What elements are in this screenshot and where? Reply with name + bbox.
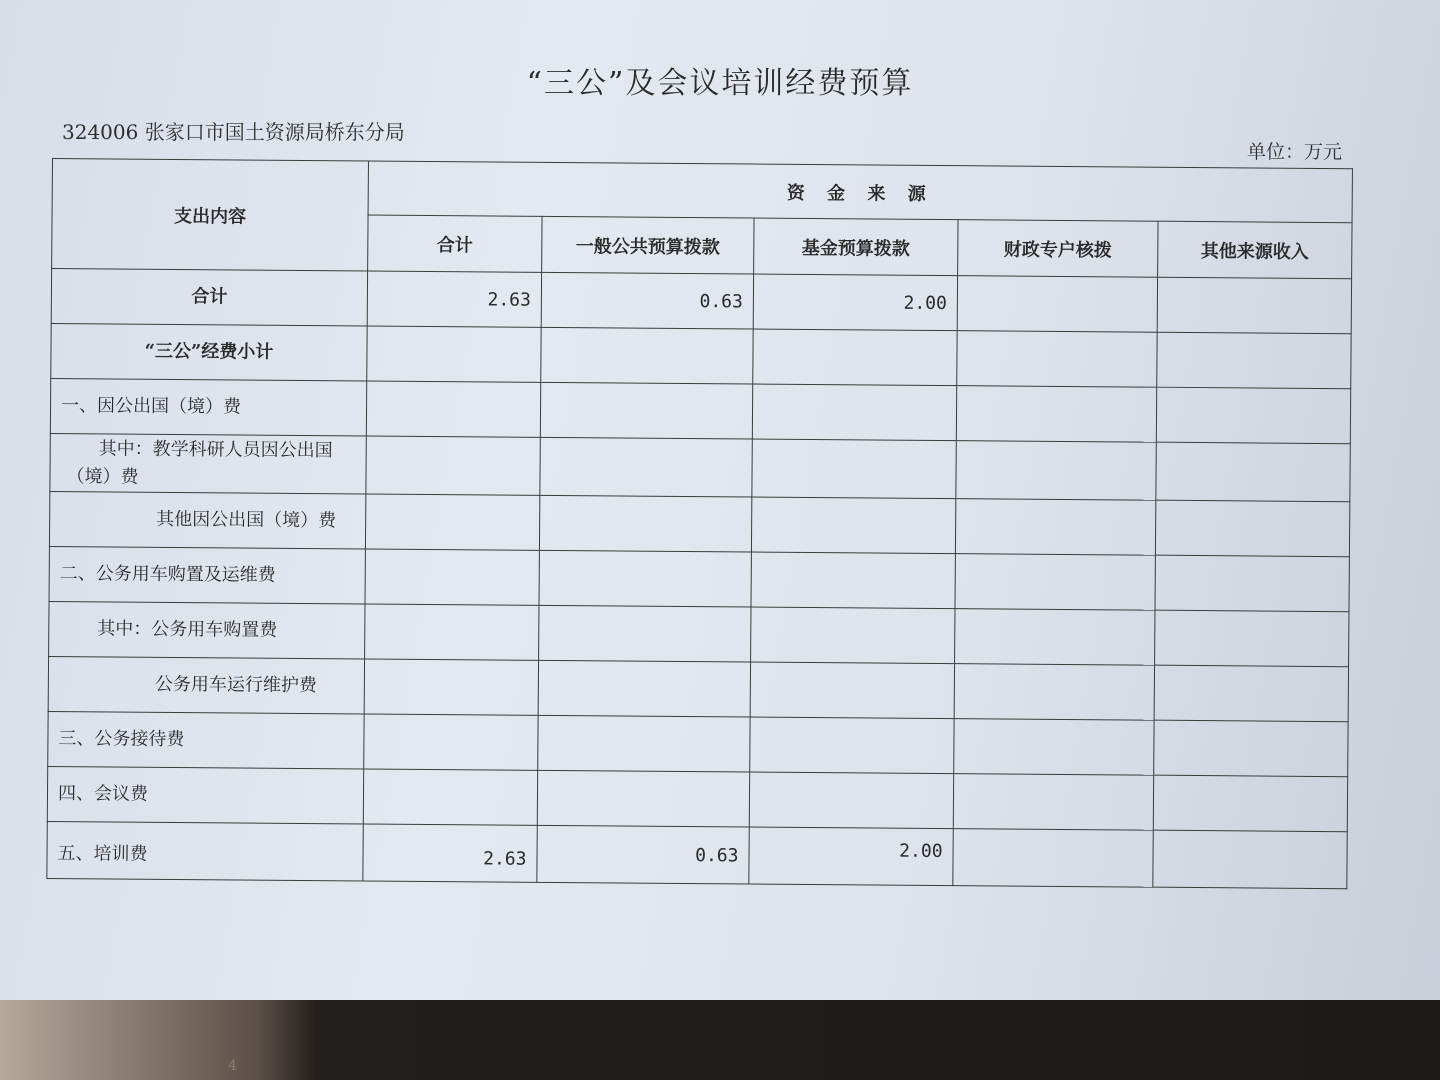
table-row <box>49 601 1349 666</box>
cell-value <box>540 437 752 497</box>
cell-value: 0.63 <box>537 825 749 884</box>
cell-value <box>365 494 539 550</box>
table-row <box>48 711 1348 776</box>
row-label: “三公”经费小计 <box>51 323 367 380</box>
table-row <box>51 323 1351 388</box>
cell-value <box>751 607 955 664</box>
cell-value <box>364 714 538 770</box>
cell-value <box>751 497 955 554</box>
table-row <box>48 656 1348 721</box>
header-other-income: 其他来源收入 <box>1158 221 1352 279</box>
table-row <box>50 378 1350 443</box>
cell-value <box>953 829 1153 888</box>
page-mark: 4 <box>228 1058 237 1074</box>
header-general-budget: 一般公共预算拨款 <box>542 216 754 274</box>
cell-value <box>366 381 540 437</box>
cell-value <box>1153 775 1347 832</box>
cell-value <box>955 499 1155 556</box>
cell-value <box>538 715 750 772</box>
table-row <box>47 766 1347 831</box>
cell-value <box>956 441 1156 501</box>
table-row <box>49 491 1349 556</box>
row-label: 合计 <box>51 269 367 326</box>
cell-value <box>366 436 540 495</box>
row-label: 一、因公出国（境）费 <box>50 378 366 435</box>
row-label: 其中：教学科研人员因公出国（境）费 <box>50 433 366 493</box>
cell-value <box>539 550 751 607</box>
table-row <box>50 433 1350 501</box>
cell-value <box>1154 720 1348 777</box>
cell-value <box>363 769 537 825</box>
cell-value <box>750 717 954 774</box>
cell-value <box>955 609 1155 666</box>
cell-value <box>1155 500 1349 557</box>
cell-value <box>954 664 1154 721</box>
cell-value <box>540 382 752 439</box>
cell-value <box>751 552 955 609</box>
cell-value <box>750 662 954 719</box>
cell-value <box>1153 830 1347 889</box>
cell-value <box>367 326 541 382</box>
cell-value <box>1156 442 1350 502</box>
cell-value <box>955 554 1155 611</box>
cell-value <box>1155 555 1349 612</box>
cell-value <box>1156 387 1350 444</box>
unit-label: 单位：万元 <box>1246 141 1342 163</box>
table-row <box>51 269 1351 334</box>
table-row <box>47 821 1347 888</box>
cell-value <box>1157 277 1351 334</box>
cell-value <box>364 659 538 715</box>
header-total: 合计 <box>368 215 542 272</box>
cell-value <box>365 604 539 660</box>
header-expense-content: 支出内容 <box>52 159 369 271</box>
cell-value <box>749 772 953 829</box>
cell-value: 2.00 <box>749 827 953 886</box>
row-label: 其他因公出国（境）费 <box>49 491 365 548</box>
row-label: 其中：公务用车购置费 <box>49 601 365 658</box>
cell-value <box>538 660 750 717</box>
header-fund-budget: 基金预算拨款 <box>754 218 958 276</box>
cell-value <box>1154 665 1348 722</box>
cell-value: 2.00 <box>753 274 957 331</box>
cell-value <box>541 327 753 384</box>
cell-value <box>752 384 956 441</box>
cell-value <box>1157 332 1351 389</box>
organization-name: 324006 张家口市国土资源局桥东分局 <box>62 120 405 144</box>
budget-table <box>46 158 1353 889</box>
document-title: “三公”及会议培训经费预算 <box>526 66 914 101</box>
cell-value: 2.63 <box>363 824 537 882</box>
cell-value <box>953 774 1153 831</box>
cell-value <box>752 439 956 499</box>
cell-value <box>365 549 539 605</box>
header-fund-source: 资 金 来 源 <box>368 161 1352 223</box>
cell-value <box>957 331 1157 388</box>
cell-value <box>954 719 1154 776</box>
table-row <box>49 546 1349 611</box>
cell-value <box>537 770 749 827</box>
cell-value <box>1155 610 1349 667</box>
row-label: 五、培训费 <box>47 821 363 880</box>
cell-value <box>956 386 1156 443</box>
cell-value: 2.63 <box>367 271 541 327</box>
row-label: 二、公务用车购置及运维费 <box>49 546 365 603</box>
cell-value: 0.63 <box>541 272 753 329</box>
row-label: 四、会议费 <box>47 766 363 823</box>
background-surface <box>0 1000 1440 1080</box>
cell-value <box>753 329 957 386</box>
cell-value <box>539 605 751 662</box>
table-header-row <box>52 159 1352 223</box>
row-label: 公务用车运行维护费 <box>48 656 364 713</box>
cell-value <box>957 276 1157 333</box>
header-fiscal-account: 财政专户核拨 <box>958 220 1158 278</box>
cell-value <box>539 495 751 552</box>
row-label: 三、公务接待费 <box>48 711 364 768</box>
